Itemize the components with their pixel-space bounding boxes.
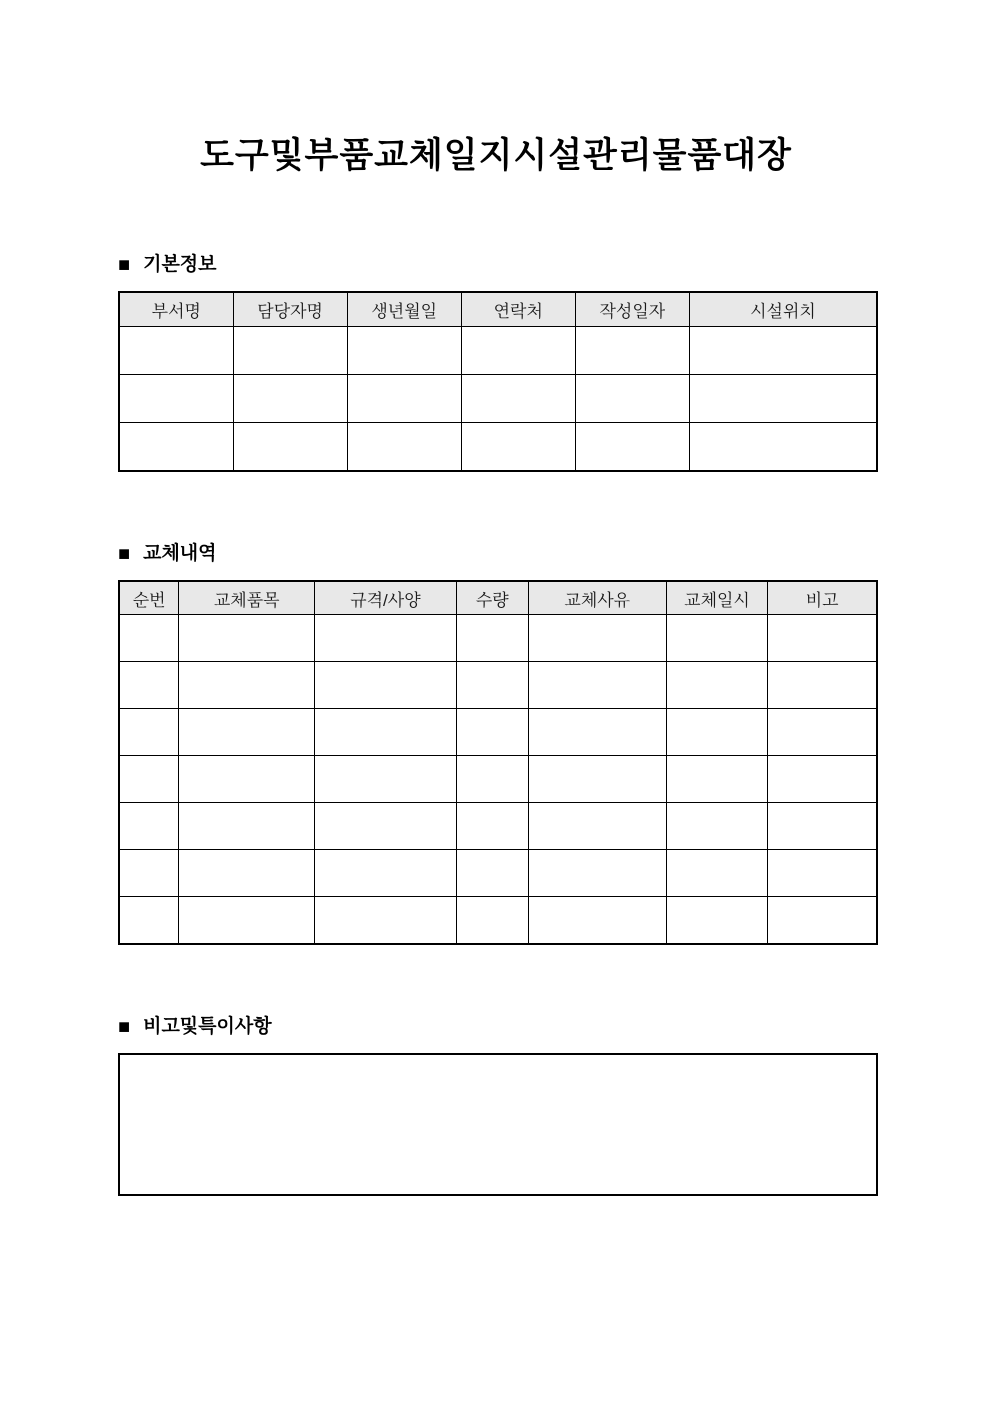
empty-cell: [689, 327, 877, 375]
column-header-replacement-datetime: 교체일시: [666, 581, 768, 615]
section-heading-label: 기본정보: [143, 254, 217, 275]
empty-cell: [528, 662, 666, 709]
empty-cell: [456, 897, 528, 945]
basic-info-table: [118, 291, 878, 472]
page-title: 도구및부품교체일지시설관리물품대장: [200, 136, 792, 175]
column-header-remarks: 비고: [768, 581, 877, 615]
table-header-row: [119, 581, 877, 615]
empty-cell: [233, 375, 347, 423]
empty-cell: [119, 897, 179, 945]
empty-cell: [456, 709, 528, 756]
empty-cell: [233, 327, 347, 375]
empty-cell: [315, 803, 457, 850]
empty-cell: [768, 850, 877, 897]
column-header-department: 부서명: [119, 292, 233, 327]
table-row: [119, 375, 877, 423]
empty-cell: [456, 615, 528, 662]
empty-cell: [179, 897, 315, 945]
empty-cell: [461, 327, 575, 375]
section-remarks: [118, 1015, 878, 1196]
empty-cell: [119, 709, 179, 756]
table-row: [119, 803, 877, 850]
square-bullet-icon: ■: [118, 253, 131, 276]
empty-cell: [119, 327, 233, 375]
empty-cell: [456, 850, 528, 897]
empty-cell: [347, 375, 461, 423]
square-bullet-icon: ■: [118, 542, 131, 565]
empty-cell: [666, 850, 768, 897]
table-row: [119, 756, 877, 803]
empty-cell: [315, 756, 457, 803]
section-heading-replacement: [118, 542, 878, 565]
square-bullet-icon: ■: [118, 1015, 131, 1038]
empty-cell: [768, 897, 877, 945]
section-heading-label: 비고및특이사항: [143, 1016, 272, 1037]
table-row: [119, 850, 877, 897]
empty-cell: [179, 803, 315, 850]
empty-cell: [179, 709, 315, 756]
empty-cell: [315, 662, 457, 709]
empty-cell: [119, 803, 179, 850]
empty-cell: [315, 897, 457, 945]
empty-cell: [666, 709, 768, 756]
empty-cell: [315, 709, 457, 756]
empty-cell: [689, 423, 877, 472]
empty-cell: [666, 803, 768, 850]
empty-cell: [768, 756, 877, 803]
empty-cell: [461, 423, 575, 472]
empty-cell: [528, 615, 666, 662]
section-replacement-history: [118, 542, 878, 945]
empty-cell: [575, 375, 689, 423]
empty-cell: [315, 615, 457, 662]
table-row: [119, 423, 877, 472]
column-header-number: 순번: [119, 581, 179, 615]
empty-cell: [119, 375, 233, 423]
column-header-replaced-item: 교체품목: [179, 581, 315, 615]
empty-cell: [119, 615, 179, 662]
empty-cell: [233, 423, 347, 472]
page-content: [118, 253, 878, 1196]
column-header-contact: 연락처: [461, 292, 575, 327]
empty-cell: [768, 709, 877, 756]
empty-cell: [575, 327, 689, 375]
table-row: [119, 662, 877, 709]
empty-cell: [456, 662, 528, 709]
empty-cell: [347, 327, 461, 375]
empty-cell: [768, 615, 877, 662]
section-basic-info: [118, 253, 878, 472]
column-header-person-in-charge: 담당자명: [233, 292, 347, 327]
remarks-box: [118, 1053, 878, 1196]
empty-cell: [689, 375, 877, 423]
empty-cell: [179, 850, 315, 897]
empty-cell: [666, 756, 768, 803]
empty-cell: [768, 662, 877, 709]
empty-cell: [528, 897, 666, 945]
section-heading-label: 교체내역: [143, 543, 217, 564]
empty-cell: [461, 375, 575, 423]
empty-cell: [119, 850, 179, 897]
empty-cell: [347, 423, 461, 472]
empty-cell: [768, 803, 877, 850]
table-row: [119, 709, 877, 756]
empty-cell: [179, 756, 315, 803]
empty-cell: [666, 615, 768, 662]
replacement-history-table: [118, 580, 878, 945]
table-header-row: [119, 292, 877, 327]
empty-cell: [666, 662, 768, 709]
empty-cell: [528, 756, 666, 803]
empty-cell: [456, 756, 528, 803]
empty-cell: [666, 897, 768, 945]
empty-cell: [119, 756, 179, 803]
column-header-birth-date: 생년월일: [347, 292, 461, 327]
empty-cell: [528, 803, 666, 850]
empty-cell: [315, 850, 457, 897]
column-header-replacement-reason: 교체사유: [528, 581, 666, 615]
table-row: [119, 615, 877, 662]
table-row: [119, 327, 877, 375]
empty-cell: [179, 615, 315, 662]
empty-cell: [179, 662, 315, 709]
empty-cell: [119, 423, 233, 472]
table-row: [119, 897, 877, 945]
column-header-spec: 규격/사양: [315, 581, 457, 615]
section-heading-remarks: [118, 1015, 878, 1038]
empty-cell: [456, 803, 528, 850]
section-heading-basic-info: [118, 253, 878, 276]
column-header-quantity: 수량: [456, 581, 528, 615]
column-header-facility-location: 시설위치: [689, 292, 877, 327]
empty-cell: [119, 662, 179, 709]
empty-cell: [528, 850, 666, 897]
empty-cell: [575, 423, 689, 472]
empty-cell: [528, 709, 666, 756]
column-header-written-date: 작성일자: [575, 292, 689, 327]
